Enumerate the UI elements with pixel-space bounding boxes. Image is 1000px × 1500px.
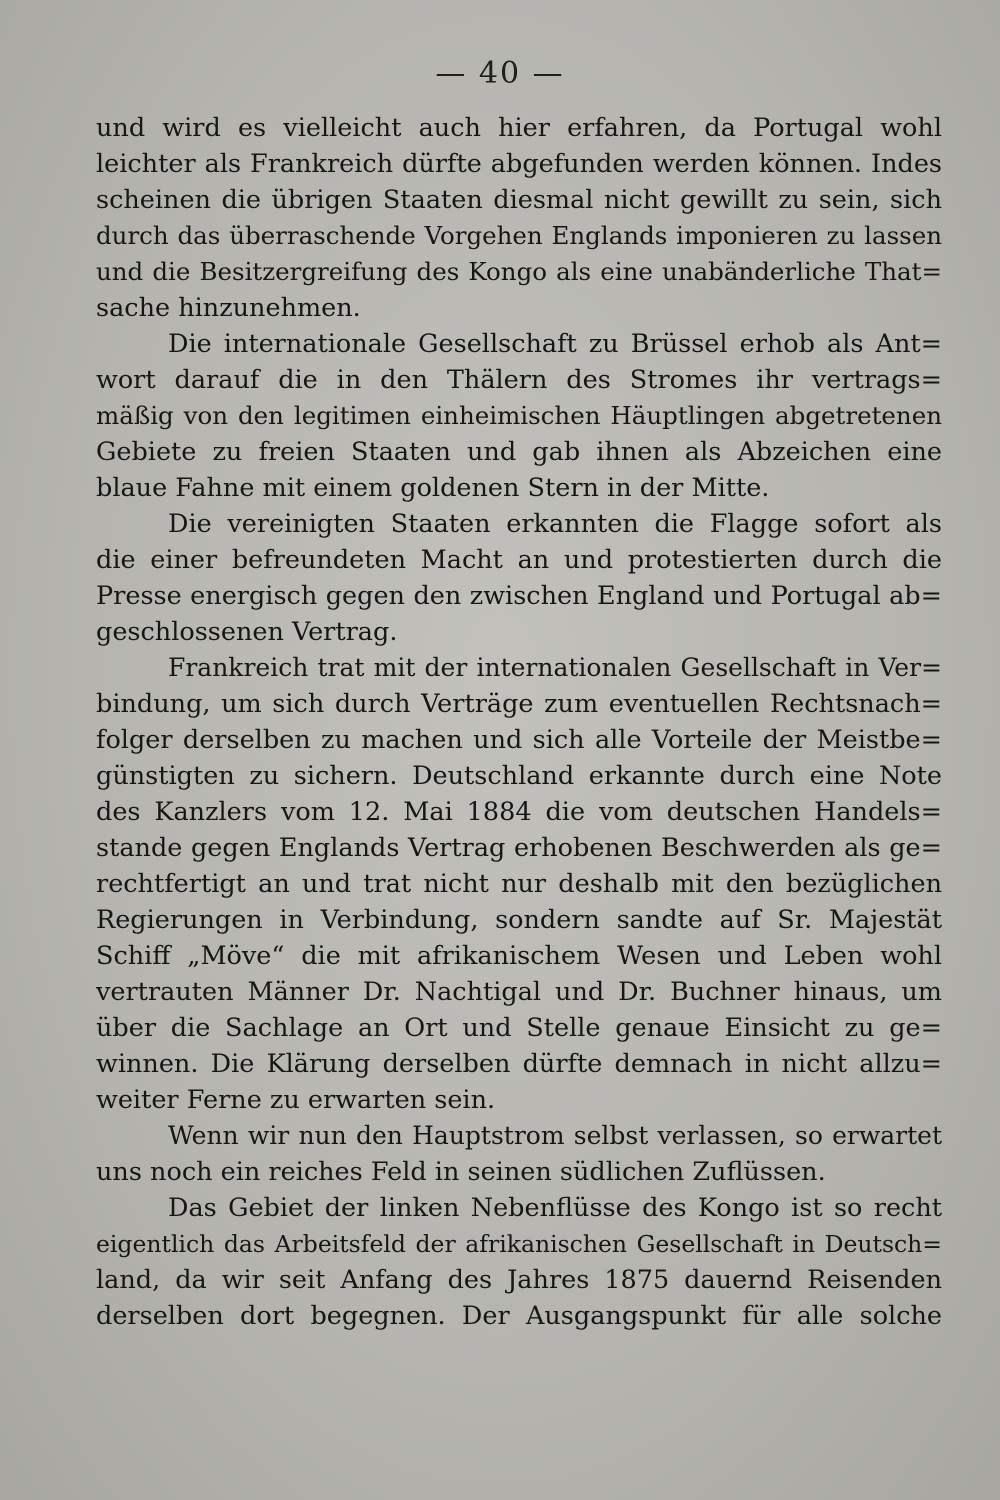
- text-line: durch das überraschende Vorgehen Englands imponieren zu lassen: [96, 221, 942, 250]
- text-line: blaue Fahne mit einem goldenen Stern in der Mitte.: [96, 473, 770, 503]
- text-line: land, da wir seit Anfang des Jahres 1875 dauernd Reisenden: [96, 1265, 942, 1295]
- body-text: [96, 110, 942, 1334]
- text-line: winnen. Die Klärung derselben dürfte demnach in nicht allzu=: [96, 1049, 942, 1079]
- text-line: derselben dort begegnen. Der Ausgangspunkt für alle solche: [96, 1301, 942, 1331]
- text-line: uns noch ein reiches Feld in seinen südlichen Zuflüssen.: [96, 1157, 826, 1187]
- text-line: mäßig von den legitimen einheimischen Häuptlingen abgetretenen: [96, 401, 942, 430]
- text-line: über die Sachlage an Ort und Stelle genaue Einsicht zu ge=: [96, 1013, 942, 1043]
- text-line: Die vereinigten Staaten erkannten die Flagge sofort als: [168, 509, 942, 539]
- text-line: weiter Ferne zu erwarten sein.: [96, 1085, 496, 1115]
- text-line: bindung, um sich durch Verträge zum eventuellen Rechtsnach=: [96, 689, 942, 719]
- text-line: sache hinzunehmen.: [96, 293, 361, 323]
- text-line: scheinen die übrigen Staaten diesmal nicht gewillt zu sein, sich: [96, 185, 942, 215]
- text-line: günstigten zu sichern. Deutschland erkannte durch eine Note: [96, 761, 942, 791]
- text-line: die einer befreundeten Macht an und protestierten durch die: [96, 545, 942, 575]
- text-line: leichter als Frankreich dürfte abgefunden werden können. Indes: [96, 149, 942, 179]
- text-line: und die Besitzergreifung des Kongo als eine unabänderliche That=: [96, 257, 942, 286]
- text-line: und wird es vielleicht auch hier erfahren, da Portugal wohl: [96, 113, 942, 143]
- text-line: geschlossenen Vertrag.: [96, 617, 398, 647]
- text-line: Frankreich trat mit der internationalen Gesellschaft in Ver=: [168, 653, 942, 682]
- text-line: Schiff „Möve“ die mit afrikanischem Wesen und Leben wohl: [96, 941, 942, 971]
- text-line: folger derselben zu machen und sich alle Vorteile der Meistbe=: [96, 725, 942, 755]
- text-line: Regierungen in Verbindung, sondern sandte auf Sr. Majestät: [96, 905, 942, 935]
- text-line: Das Gebiet der linken Nebenflüsse des Kongo ist so recht: [168, 1193, 942, 1223]
- text-line: des Kanzlers vom 12. Mai 1884 die vom deutschen Handels=: [96, 797, 942, 827]
- text-line: Presse energisch gegen den zwischen England und Portugal ab=: [96, 581, 942, 611]
- text-line: wort darauf die in den Thälern des Stromes ihr vertrags=: [96, 365, 942, 395]
- text-line: Die internationale Gesellschaft zu Brüssel erhob als Ant=: [168, 329, 942, 359]
- text-line: stande gegen Englands Vertrag erhobenen Beschwerden als ge=: [96, 833, 942, 863]
- text-line: eigentlich das Arbeitsfeld der afrikanischen Gesellschaft in Deutsch=: [96, 1230, 942, 1258]
- text-line: vertrauten Männer Dr. Nachtigal und Dr. Buchner hinaus, um: [96, 977, 942, 1007]
- text-line: Wenn wir nun den Hauptstrom selbst verlassen, so erwartet: [168, 1121, 942, 1150]
- text-line: rechtfertigt an und trat nicht nur deshalb mit den bezüglichen: [96, 869, 942, 899]
- text-line: Gebiete zu freien Staaten und gab ihnen als Abzeichen eine: [96, 437, 942, 467]
- page-number: — 40 —: [435, 56, 565, 91]
